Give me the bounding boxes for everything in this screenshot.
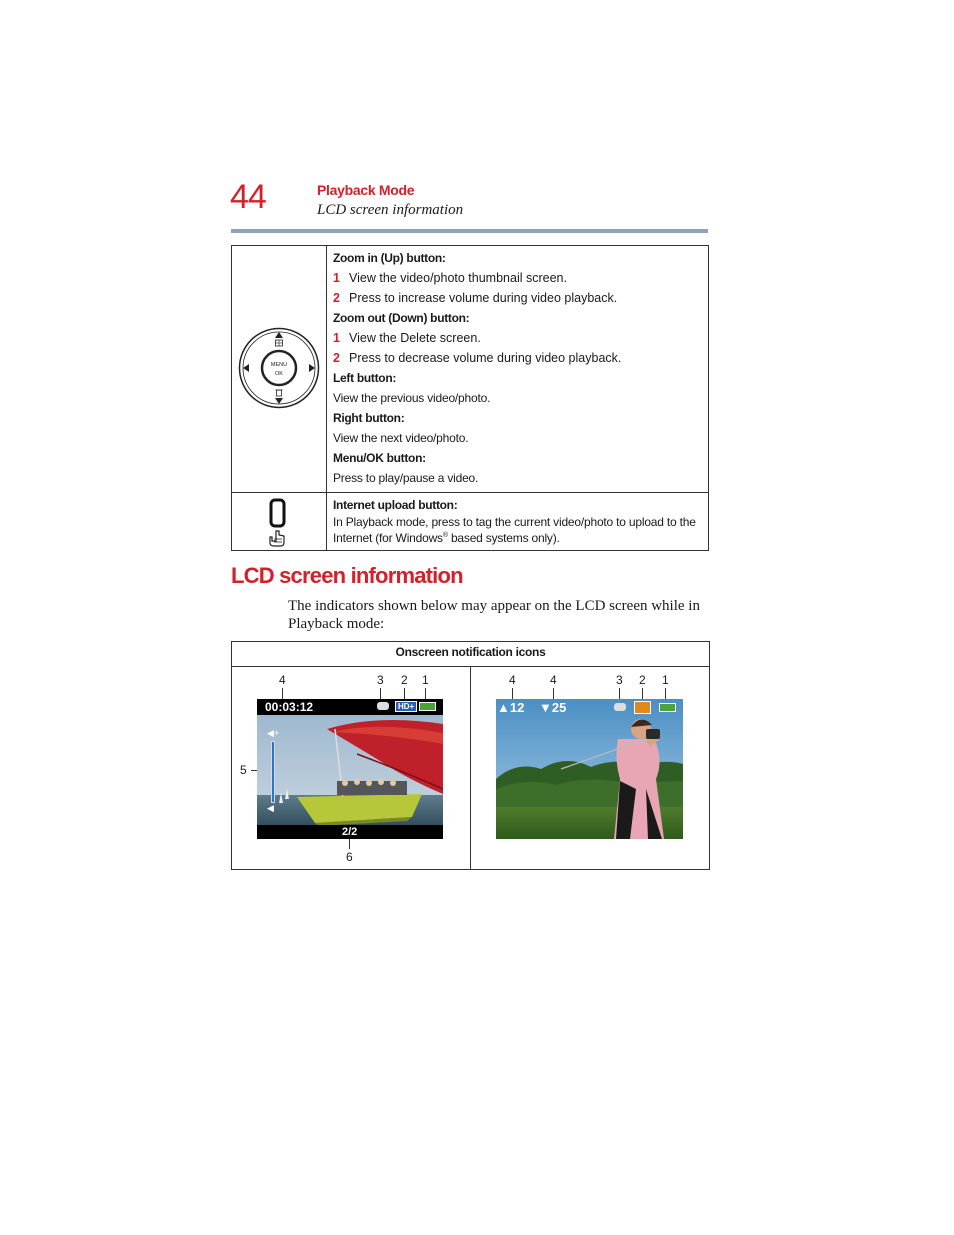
zoom-in-step-2: 2 Press to increase volume during video playback. [333,291,618,305]
battery-icon [419,702,436,711]
volume-icon: ◀+ [267,728,280,738]
dpad-row [232,246,709,493]
dpad-menu-label: MENU [270,361,288,368]
left-button-text: View the previous video/photo. [333,391,491,405]
hd-resolution-badge: HD+ [395,701,417,712]
zoom-in-heading: Zoom in (Up) button: [333,251,446,265]
video-callout-6: 6 [346,850,353,864]
zoom-out-step-2: 2 Press to decrease volume during video playback. [333,351,622,365]
sailboat-photo [257,699,443,839]
section-heading: LCD screen information [231,563,463,588]
section-subtitle: LCD screen information [317,202,464,218]
video-callout-4: 4 [279,673,286,687]
photo-callout-2: 2 [639,673,646,687]
page-number: 44 [230,178,266,216]
photo-playback-screen [496,699,683,839]
menu-ok-text: Press to play/pause a video. [333,471,479,485]
upload-description [327,493,709,551]
golfer-photo [496,699,683,839]
right-button-heading: Right button: [333,411,405,425]
upload-row [232,493,709,551]
video-callout-2: 2 [401,673,408,687]
lcd-table-divider [470,667,471,870]
photo-down-count: ▼25 [539,700,567,715]
video-callout-3: 3 [377,673,384,687]
video-elapsed-time: 00:03:12 [265,700,314,714]
button-table [231,245,709,551]
left-button-heading: Left button: [333,371,397,385]
photo-battery-icon [659,703,676,712]
volume-level-bar [271,741,275,803]
upload-icon-cell [232,493,327,551]
photo-callout-3: 3 [616,673,623,687]
chapter-title: Playback Mode [317,182,415,198]
dpad-icon [238,327,320,409]
menu-ok-heading: Menu/OK button: [333,451,426,465]
photo-resolution-icon [634,701,651,714]
right-button-text: View the next video/photo. [333,431,469,445]
upload-heading: Internet upload button: [333,498,458,512]
dpad-icon-cell [232,246,327,493]
video-file-counter: 2/2 [342,826,358,838]
video-playback-screen [257,699,443,839]
zoom-in-step-1: 1 View the video/photo thumbnail screen. [333,271,567,285]
lcd-table-heading: Onscreen notification icons [232,642,709,667]
photo-callout-4a: 4 [509,673,516,687]
video-callout-6-line [349,839,350,849]
internet-upload-button-icon [264,497,294,547]
photo-callout-1: 1 [662,673,669,687]
upload-tag-icon [377,702,389,710]
dpad-ok-label: OK [275,370,283,377]
zoom-out-step-1: 1 View the Delete screen. [333,331,481,345]
video-callout-5: 5 [240,763,247,777]
dpad-description [327,246,709,493]
zoom-out-heading: Zoom out (Down) button: [333,311,470,325]
photo-callout-4b: 4 [550,673,557,687]
upload-text: In Playback mode, press to tag the current video/photo to upload to the Internet (for Windows® based systems only). [333,515,696,545]
intro-paragraph: The indicators shown below may appear on the LCD screen while in Playback mode: [288,598,700,632]
photo-up-count: ▲12 [497,700,525,715]
mute-icon: ◀ [267,803,274,813]
registered-mark: ® [442,532,448,539]
photo-upload-tag-icon [614,703,626,711]
header-rule [231,229,708,233]
lcd-icons-table [231,641,710,870]
video-callout-1: 1 [422,673,429,687]
